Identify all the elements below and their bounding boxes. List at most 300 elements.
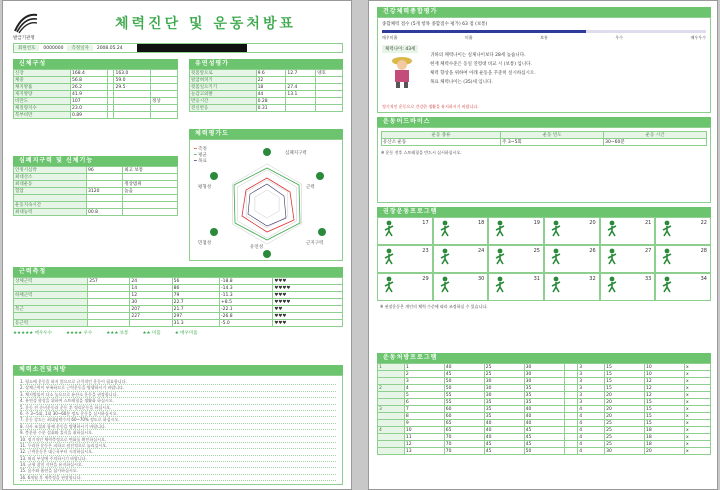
exercise-program-section (377, 207, 711, 313)
table-row (378, 406, 711, 413)
table-cell: 15 (605, 371, 645, 378)
table-cell: 25 (605, 427, 645, 434)
table-row (14, 299, 343, 306)
opinion-line: 2. 상체근력이 부족하므로 근력운동을 병행하시기 바랍니다. (20, 385, 336, 391)
table-cell: 정상범위 (123, 181, 178, 188)
program-number: 27 (644, 248, 652, 254)
table-cell (564, 427, 578, 434)
program-number: 19 (533, 220, 540, 226)
table-header-cell: 운동 시간 (604, 132, 707, 139)
program-cell (377, 245, 433, 273)
table-cell: 96 (86, 167, 122, 174)
rating-legend-item: ★★★★ 우수 (66, 331, 93, 336)
row-icon (492, 276, 508, 294)
table-cell: 제지방량 (14, 91, 71, 98)
table-cell: 40 (484, 427, 524, 434)
table-cell: 2 (404, 371, 444, 378)
swim-icon (381, 276, 397, 294)
table-cell: x (684, 392, 710, 399)
table-cell: 3 (378, 406, 405, 413)
legend-item: ━ 평균 (194, 153, 207, 158)
table-cell: 25 (605, 441, 645, 448)
table-cell (114, 98, 151, 105)
program-cell (600, 217, 656, 245)
section-title: 운동처방프로그램 (377, 353, 711, 363)
table-cell: ♥♥♥ (273, 313, 343, 320)
table-cell (114, 91, 151, 98)
table-cell: x (684, 427, 710, 434)
table-cell (378, 413, 405, 420)
section-title: 근력측정 (13, 267, 343, 277)
program-cell (544, 273, 600, 301)
run-icon (492, 220, 508, 238)
table-row (14, 174, 178, 181)
table-cell: -18.8 (220, 278, 273, 285)
redacted-bar (137, 44, 247, 52)
section-title: 체력평가도 (189, 129, 343, 139)
table-cell: 227 (130, 313, 172, 320)
table-cell: 9.6 (256, 70, 286, 77)
table-cell (564, 413, 578, 420)
table-cell: 복부비만 (14, 112, 71, 119)
table-cell: 20 (605, 406, 645, 413)
table-cell: ♥♥♥ (273, 278, 343, 285)
table-cell: 40 (524, 413, 564, 420)
program-number: 18 (477, 220, 485, 226)
cardio-section (13, 156, 178, 216)
table-header-cell: 운동 종류 (382, 132, 501, 139)
table-cell (316, 105, 343, 112)
table-cell: 3120 (86, 188, 122, 195)
total-score-bar (382, 30, 706, 33)
table-cell (107, 112, 114, 119)
table-row (14, 285, 343, 292)
member-id-value: 0000000 (43, 45, 64, 51)
table-cell: 최고 보통 (123, 167, 178, 174)
table-cell: 20 (605, 399, 645, 406)
table-cell: 7 (404, 406, 444, 413)
opinion-line: 1. 평소에 운동을 하지 않으므로 규칙적인 운동이 필요합니다. (20, 379, 336, 385)
program-number: 31 (533, 276, 540, 282)
table-cell (316, 98, 343, 105)
table-cell: 14 (130, 285, 172, 292)
table-cell (14, 195, 87, 202)
table-row (378, 420, 711, 427)
program-cell (433, 273, 489, 301)
program-note: ※ 권장운동은 개인의 체력 수준에 따라 조정하실 수 있습니다. (380, 304, 488, 309)
table-cell (14, 299, 88, 306)
table-cell: x (684, 448, 710, 455)
table-row (14, 313, 343, 320)
table-cell: 30 (524, 364, 564, 371)
table-cell: 35 (484, 413, 524, 420)
table-cell: 40 (524, 420, 564, 427)
table-cell (151, 84, 178, 91)
table-cell (151, 70, 178, 77)
program-cell (488, 217, 544, 245)
table-cell (378, 399, 405, 406)
table-cell: 4 (404, 385, 444, 392)
legend-item: ━ 목표 (194, 159, 207, 164)
table-cell: -14.3 (220, 285, 273, 292)
table-cell (378, 392, 405, 399)
table-cell: -22.1 (220, 306, 273, 313)
table-row (378, 392, 711, 399)
table-cell: 3 (578, 364, 605, 371)
table-cell: 비만도 (14, 98, 71, 105)
table-cell (564, 406, 578, 413)
table-cell: 44 (256, 91, 286, 98)
evaluation-footer: 정기적인 운동으로 건강한 생활을 유지하시기 바랍니다. (382, 104, 479, 109)
table-cell: 체중 (14, 77, 71, 84)
table-row (14, 181, 178, 188)
table-cell: x (684, 385, 710, 392)
table-cell: 86 (172, 285, 219, 292)
table-cell: 12 (645, 392, 685, 399)
table-cell: 45 (484, 441, 524, 448)
program-number: 30 (477, 276, 485, 282)
table-cell: 최대산소 (14, 174, 87, 181)
radar-chart-box (189, 139, 343, 261)
table-cell: 35 (484, 406, 524, 413)
exercise-advice-section (377, 117, 711, 203)
message-line: 체력 향상을 위하여 아래 운동을 꾸준히 실시하십시오. (430, 71, 536, 76)
program-cell (600, 273, 656, 301)
table-cell: 21.7 (172, 306, 219, 313)
table-cell (107, 105, 114, 112)
section-title: 유연성평가 (189, 59, 343, 69)
table-cell: 20 (645, 448, 685, 455)
program-cell (488, 273, 544, 301)
opinion-line: 9. 충분한 수분 섭취와 휴식을 취하십시오. (20, 430, 336, 436)
opinion-line: 15. 음주와 흡연을 삼가하십시오. (20, 468, 336, 474)
program-cell (433, 217, 489, 245)
table-cell: 1 (404, 364, 444, 371)
stretch-icon (263, 250, 271, 258)
table-cell: 20 (605, 392, 645, 399)
table-cell (107, 70, 114, 77)
table-cell: 00.8 (86, 209, 122, 216)
table-cell (114, 112, 151, 119)
table-cell: 15 (645, 413, 685, 420)
evaluation-message (430, 52, 630, 88)
table-cell: 15 (605, 364, 645, 371)
fitness-age: 체력나이: 43세 (382, 45, 418, 53)
table-row (378, 413, 711, 420)
table-row (382, 139, 707, 146)
table-cell (564, 385, 578, 392)
table-row (378, 448, 711, 455)
table-row (14, 188, 178, 195)
table-cell (86, 174, 122, 181)
table-cell: 4 (578, 448, 605, 455)
table-cell (564, 378, 578, 385)
dance-icon (548, 276, 564, 294)
grade-label: 보통 (540, 35, 548, 40)
program-number: 23 (422, 248, 429, 254)
jump-icon (210, 172, 218, 180)
table-row (14, 98, 178, 105)
opinion-line: 14. 균형 잡힌 식단을 유지하십시오. (20, 462, 336, 468)
opinion-line: 5. 운동 전 준비운동과 운동 후 정리운동을 하십시오. (20, 405, 336, 411)
table-cell: 45 (484, 448, 524, 455)
table-cell: 체질량지수 (14, 105, 71, 112)
table-cell: 70 (444, 441, 484, 448)
table-cell: 정상 (151, 98, 178, 105)
table-cell: 30 (524, 378, 564, 385)
table-cell (130, 320, 172, 327)
walk2-icon (381, 248, 397, 266)
table-cell (378, 378, 405, 385)
table-cell: 40 (524, 406, 564, 413)
yoga-icon (604, 276, 620, 294)
table-cell: x (684, 413, 710, 420)
table-cell (378, 441, 405, 448)
table-cell: 15 (605, 378, 645, 385)
member-id-label: 회원번호 (14, 45, 39, 51)
walk-icon (381, 220, 397, 238)
program-number: 33 (644, 276, 652, 282)
report-page-right (368, 0, 718, 490)
table-cell: 3 (578, 378, 605, 385)
table-cell: ♥♥ (273, 306, 343, 313)
table-cell: 10 (645, 364, 685, 371)
table-cell: 18 (645, 427, 685, 434)
member-info-row (13, 43, 343, 53)
rating-legend (13, 330, 343, 336)
table-cell: x (684, 371, 710, 378)
rating-legend-item: ★★ 미흡 (142, 331, 161, 336)
table-cell (86, 195, 122, 202)
program-number: 25 (533, 248, 540, 254)
table-cell: 35 (524, 399, 564, 406)
table-cell: 3 (578, 392, 605, 399)
hurdle-icon (548, 248, 564, 266)
program-cell (655, 245, 711, 273)
flexibility-section (189, 59, 343, 112)
table-cell: 12 (645, 378, 685, 385)
table-cell: 눈감고외발 (190, 91, 257, 98)
program-number: 29 (422, 276, 429, 282)
total-evaluation-section (377, 7, 711, 113)
table-cell (123, 174, 178, 181)
situp-icon (318, 228, 326, 236)
table-row (14, 320, 343, 327)
table-row (14, 91, 178, 98)
table-cell: 25 (605, 434, 645, 441)
table-cell: x (684, 420, 710, 427)
table-cell (123, 195, 178, 202)
table-cell (286, 98, 316, 105)
program-cell (655, 217, 711, 245)
table-cell: 전신반응 (190, 105, 257, 112)
table-cell: x (684, 441, 710, 448)
table-row (14, 306, 343, 313)
table-cell: 60 (444, 406, 484, 413)
table-cell: 24 (130, 278, 172, 285)
table-cell (14, 285, 88, 292)
table-cell: 79 (172, 292, 219, 299)
table-cell (286, 77, 316, 84)
table-cell: 12 (404, 441, 444, 448)
table-cell: x (684, 378, 710, 385)
opinion-text-box (13, 375, 343, 485)
table-cell: 0.31 (256, 105, 286, 112)
section-title: 건강체력종합평가 (377, 7, 711, 17)
opinion-line: 7. 운동 강도는 최대심박수의 60~70% 정도로 하십시오. (20, 417, 336, 423)
table-row (378, 378, 711, 385)
report-page-left (2, 0, 352, 490)
table-row (190, 98, 343, 105)
table-row (14, 84, 178, 91)
program-number: 24 (477, 248, 485, 254)
table-row (378, 371, 711, 378)
table-cell: 복근 (14, 306, 88, 313)
table-cell: 10 (645, 371, 685, 378)
table-header-row (382, 132, 707, 139)
runner-icon (263, 148, 271, 156)
table-cell: 59.0 (114, 77, 151, 84)
table-cell: 반응시간 (190, 98, 257, 105)
table-cell (114, 105, 151, 112)
table-cell: 4 (378, 427, 405, 434)
fitness-radar-chart (190, 140, 344, 262)
table-cell (378, 448, 405, 455)
table-cell: 운동지속시간 (14, 202, 87, 209)
table-row (190, 84, 343, 91)
table-row (190, 70, 343, 77)
table-cell: 4 (578, 427, 605, 434)
table-cell: 2 (378, 385, 405, 392)
body-composition-table (13, 69, 178, 119)
document-title: 체력진단 및 운동처방표 (115, 16, 296, 32)
table-cell: 13 (404, 448, 444, 455)
bow-icon (492, 248, 508, 266)
table-cell: 55 (444, 392, 484, 399)
cardio-table (13, 166, 178, 216)
rating-legend-item: ★★★ 보통 (106, 331, 129, 336)
table-cell: 3 (578, 371, 605, 378)
message-line: 현재 체력수준은 동일 연령대 비교 시 (보통) 입니다. (430, 62, 532, 67)
table-cell: 35 (484, 399, 524, 406)
total-evaluation-box (377, 17, 711, 113)
table-cell: 31.3 (172, 320, 219, 327)
table-cell: 10 (404, 427, 444, 434)
program-number: 34 (700, 276, 707, 282)
table-cell: 30 (484, 378, 524, 385)
table-cell (286, 105, 316, 112)
exercise-plan-table (377, 363, 711, 455)
table-cell: ♥♥♥ (273, 292, 343, 299)
kick-icon (659, 248, 675, 266)
table-cell: 45 (524, 427, 564, 434)
table-row (14, 77, 178, 84)
table-cell: 107 (70, 98, 107, 105)
message-line: 귀하의 체력나이는 실제나이보다 28세 높습니다. (430, 53, 526, 58)
table-cell: +8.5 (220, 299, 273, 306)
opinion-line: 12. 근력운동은 대근육부터 시작하십시오. (20, 449, 336, 455)
table-cell: 257 (88, 278, 130, 285)
program-number: 20 (589, 220, 596, 226)
table-cell: 윗몸앞으로 (190, 70, 257, 77)
table-row (378, 434, 711, 441)
table-cell: -11.3 (220, 292, 273, 299)
organization-logo (13, 11, 39, 35)
table-row (14, 167, 178, 174)
table-cell (107, 98, 114, 105)
table-cell: 50 (444, 385, 484, 392)
opinion-line: 11. 무리한 운동은 피하고 점진적으로 늘리십시오. (20, 443, 336, 449)
person-illustration (388, 54, 416, 88)
program-number: 28 (700, 248, 707, 254)
measure-date-value: 2008.05.24 (96, 45, 123, 51)
table-cell: 45 (524, 441, 564, 448)
rating-legend-item: ★★★★★ 매우우수 (13, 331, 52, 336)
table-cell: 3 (578, 399, 605, 406)
table-cell: 5 (404, 392, 444, 399)
cycle-icon (604, 248, 620, 266)
table-cell (564, 364, 578, 371)
table-cell (564, 441, 578, 448)
grade-label: 매우미흡 (382, 35, 398, 40)
rope-icon (604, 220, 620, 238)
program-number: 32 (589, 276, 596, 282)
table-cell: 주 3~5회 (501, 139, 604, 146)
advice-table (381, 131, 707, 146)
grade-label: 매우우수 (690, 35, 706, 40)
table-cell: 30 (524, 371, 564, 378)
table-cell: -5.0 (220, 320, 273, 327)
table-header-cell: 운동 빈도 (501, 132, 604, 139)
table-cell (88, 320, 130, 327)
radar-label: 심폐지구력 (285, 151, 307, 156)
table-row (378, 427, 711, 434)
table-cell: 혈압 (14, 188, 87, 195)
table-cell: 4 (578, 406, 605, 413)
table-cell: 50 (524, 448, 564, 455)
table-cell: 23.0 (70, 105, 107, 112)
table-cell: 양호 (316, 70, 343, 77)
table-cell: 40 (484, 434, 524, 441)
table-cell: 40 (484, 420, 524, 427)
bike-icon (437, 276, 453, 294)
table-cell: 15 (645, 420, 685, 427)
organization-name: 발급기관명 (13, 36, 35, 41)
grade-label: 미흡 (464, 35, 473, 40)
table-cell (151, 112, 178, 119)
table-cell: 70 (444, 434, 484, 441)
table-cell: 상체근력 (14, 278, 88, 285)
golf-icon (659, 220, 675, 238)
table-cell: 70 (444, 448, 484, 455)
ski-icon (548, 220, 564, 238)
jump-icon (437, 248, 453, 266)
table-cell: 40 (444, 364, 484, 371)
table-cell (88, 299, 130, 306)
table-cell: 신장 (14, 70, 71, 77)
table-row (378, 364, 711, 371)
body-composition-section (13, 59, 178, 119)
table-cell: 3 (404, 378, 444, 385)
table-cell: 45 (524, 434, 564, 441)
table-cell: 4 (578, 434, 605, 441)
table-cell: 60 (444, 413, 484, 420)
table-cell: ♥♥♥♥ (273, 285, 343, 292)
table-cell (88, 313, 130, 320)
table-cell (88, 306, 130, 313)
program-cell (377, 217, 433, 245)
program-cell (544, 217, 600, 245)
